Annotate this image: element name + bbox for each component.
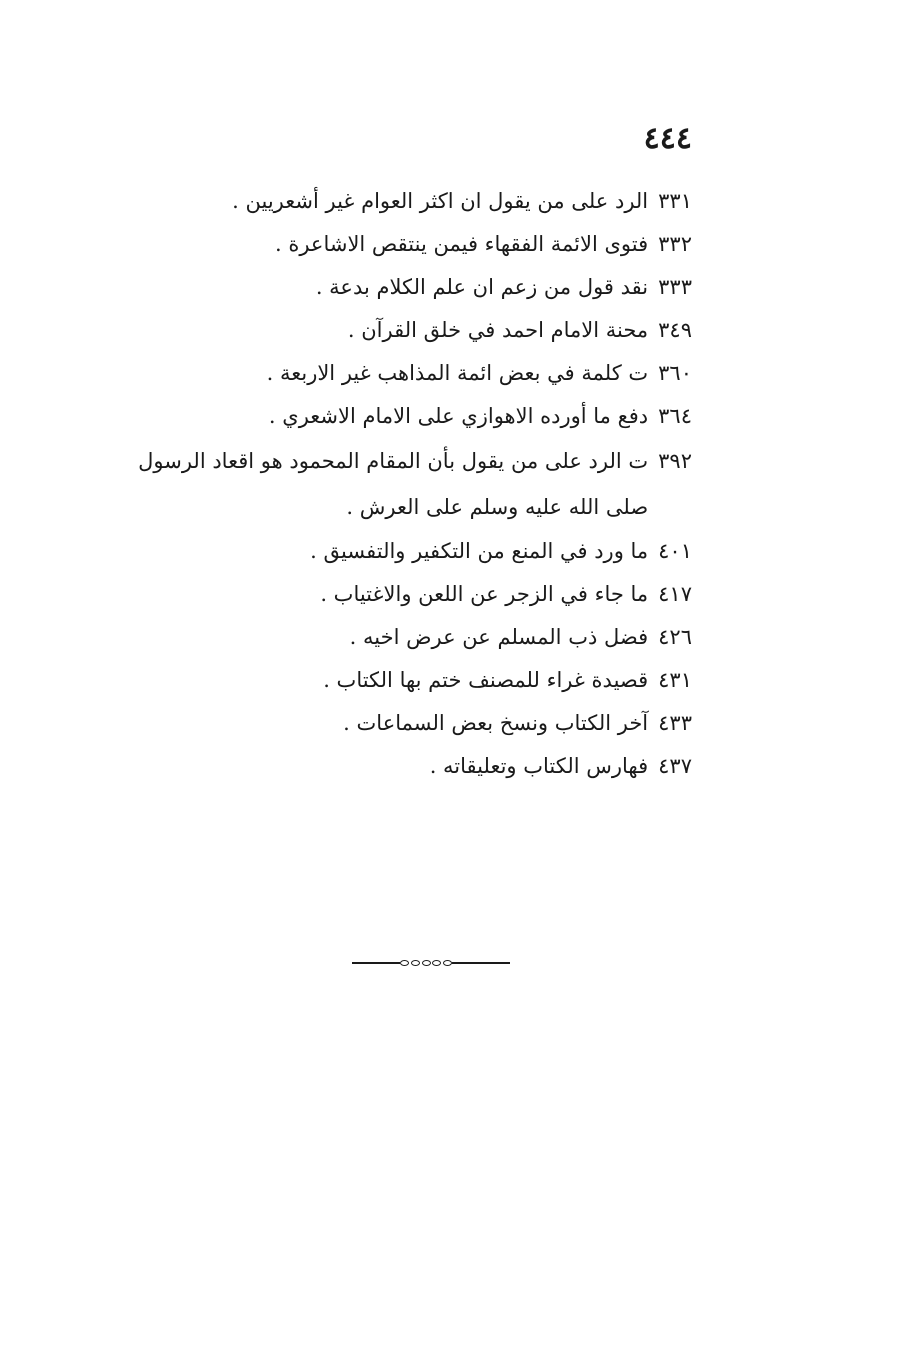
toc-entry-title: قصيدة غراء للمصنف ختم بها الكتاب . [323, 668, 649, 692]
toc-entry-title: ما ورد في المنع من التكفير والتفسيق . [310, 539, 649, 563]
toc-entry-title: آخر الكتاب ونسخ بعض السماعات . [343, 711, 649, 735]
table-of-contents [92, 180, 692, 788]
toc-entry-title: ت كلمة في بعض ائمة المذاهب غير الاربعة . [266, 361, 649, 385]
toc-entry-page-number: ٣٤٩ [658, 318, 692, 342]
toc-entry-title: فضل ذب المسلم عن عرض اخيه . [349, 625, 649, 649]
toc-entry-page-number: ٤٣٣ [658, 711, 692, 735]
toc-entry-page-number: ٣٩٢ [658, 449, 692, 473]
toc-entry [92, 223, 692, 266]
toc-entry-title: فهارس الكتاب وتعليقاته . [429, 754, 649, 778]
toc-entry [92, 573, 692, 616]
toc-entry [92, 266, 692, 309]
toc-entry-title: ت الرد على من يقول بأن المقام المحمود هو اقعاد الرسول صلى الله عليه وسلم على العرش . [138, 449, 649, 519]
toc-entry-page-number: ٤٠١ [658, 539, 692, 563]
toc-entry [92, 659, 692, 702]
toc-entry-page-number: ٤٣١ [658, 668, 692, 692]
ornament-beads [400, 958, 452, 968]
ornament-bead [411, 960, 420, 966]
toc-entry [92, 352, 692, 395]
toc-entry-title: فتوى الائمة الفقهاء فيمن ينتقص الاشاعرة . [274, 232, 649, 256]
toc-entry [92, 309, 692, 352]
toc-entry-title: نقد قول من زعم ان علم الكلام بدعة . [315, 275, 649, 299]
ornament-bead [422, 960, 431, 966]
toc-entry [92, 745, 692, 788]
toc-entry [92, 616, 692, 659]
toc-entry-page-number: ٣٣١ [658, 189, 692, 213]
page-number: ٤٤٤ [643, 121, 692, 156]
ornament-line-left [352, 962, 400, 964]
toc-entry-page-number: ٣٦٠ [658, 361, 692, 385]
toc-entry [92, 702, 692, 745]
toc-entry-page-number: ٣٣٣ [658, 275, 692, 299]
toc-entry [92, 530, 692, 573]
toc-entry-title: دفع ما أورده الاهوازي على الامام الاشعري . [268, 404, 649, 428]
ornament-bead [432, 960, 441, 966]
ornament-bead [443, 960, 452, 966]
toc-entry [92, 180, 692, 223]
toc-entry-title: الرد على من يقول ان اكثر العوام غير أشعريين . [232, 189, 649, 213]
toc-entry [92, 438, 692, 530]
toc-entry-page-number: ٣٣٢ [658, 232, 692, 256]
ornament-bead [400, 960, 409, 966]
toc-entry-page-number: ٣٦٤ [658, 404, 692, 428]
ornament-line-right [452, 962, 510, 964]
toc-entry-page-number: ٤١٧ [658, 582, 692, 606]
toc-entry-title: محنة الامام احمد في خلق القرآن . [347, 318, 649, 342]
end-ornament-divider [352, 958, 510, 968]
toc-entry-title: ما جاء في الزجر عن اللعن والاغتياب . [320, 582, 649, 606]
toc-entry-page-number: ٤٣٧ [658, 754, 692, 778]
toc-entry [92, 395, 692, 438]
toc-entry-page-number: ٤٢٦ [658, 625, 692, 649]
